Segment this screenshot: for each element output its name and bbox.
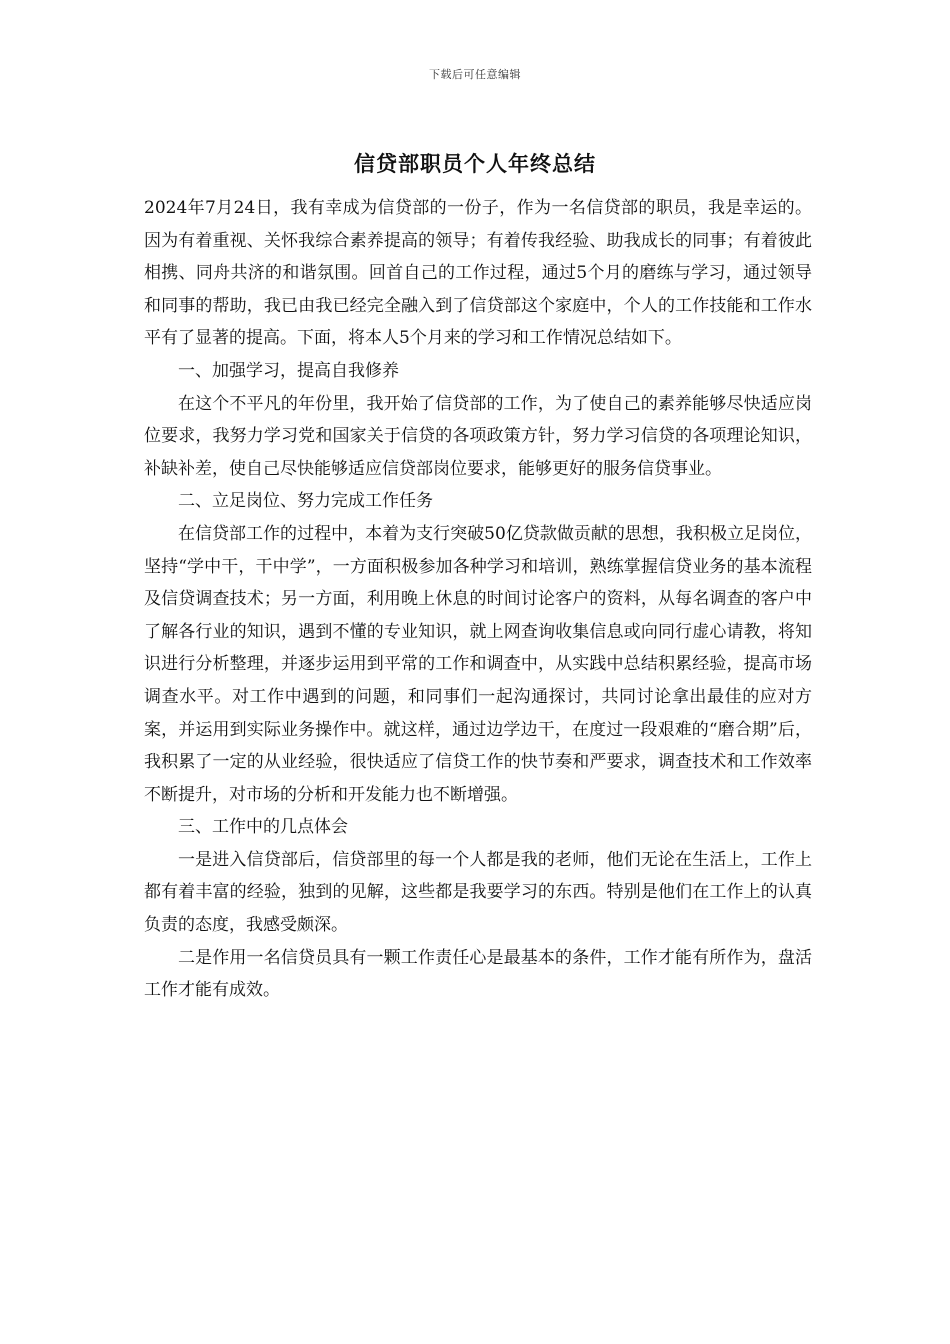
section-3-paragraph-1: 一是进入信贷部后，信贷部里的每一个人都是我的老师，他们无论在生活上，工作上都有着丰富的经验，独到的见解，这些都是我要学习的东西。特别是他们在工作上的认真负责的态度，我感受颇深。 — [144, 849, 812, 936]
header-note: 下载后可任意编辑 — [429, 68, 521, 81]
document-body — [144, 192, 812, 1007]
section-heading-3: 三、工作中的几点体会 — [178, 817, 348, 838]
page-title: 信贷部职员个人年终总结 — [354, 152, 596, 176]
section-heading-1: 一、加强学习，提高自我修养 — [178, 360, 399, 381]
intro-paragraph: 2024年7月24日，我有幸成为信贷部的一份子，作为一名信贷部的职员，我是幸运的。因为有着重视、关怀我综合素养提高的领导；有着传我经验、助我成长的同事；有着彼此相携、同舟共济的和谐氛围。回首自己的工作过程，通过5个月的磨练与学习，通过领导和同事的帮助，我已由我已经完全融入到了信贷部这个家庭中，个人的工作技能和工作水平有了显著的提高。下面，将本人5个月来的学习和工作情况总结如下。 — [144, 198, 812, 349]
section-1-paragraph: 在这个不平凡的年份里，我开始了信贷部的工作，为了使自己的素养能够尽快适应岗位要求，我努力学习党和国家关于信贷的各项政策方针，努力学习信贷的各项理论知识，补缺补差，使自己尽快能够适应信贷部岗位要求，能够更好的服务信贷事业。 — [144, 393, 812, 479]
section-3-paragraph-2: 二是作用一名信贷员具有一颗工作责任心是最基本的条件，工作才能有所作为，盘活工作才能有成效。 — [144, 947, 812, 1001]
section-heading-2: 二、立足岗位、努力完成工作任务 — [178, 491, 433, 512]
section-2-paragraph: 在信贷部工作的过程中，本着为支行突破50亿贷款做贡献的思想，我积极立足岗位，坚持“学中干，干中学”，一方面积极参加各种学习和培训，熟练掌握信贷业务的基本流程及信贷调查技术；另一方面，利用晚上休息的时间讨论客户的资料，从每名调查的客户中了解各行业的知识，遇到不懂的专业知识，就上网查询收集信息或向同行虚心请教，将知识进行分析整理，并逐步运用到平常的工作和调查中，从实践中总结积累经验，提高市场调查水平。对工作中遇到的问题，和同事们一起沟通探讨，共同讨论拿出最佳的应对方案，并运用到实际业务操作中。就这样，通过边学边干，在度过一段艰难的“磨合期”后，我积累了一定的从业经验，很快适应了信贷工作的快节奏和严要求，调查技术和工作效率不断提升，对市场的分析和开发能力也不断增强。 — [144, 523, 812, 805]
